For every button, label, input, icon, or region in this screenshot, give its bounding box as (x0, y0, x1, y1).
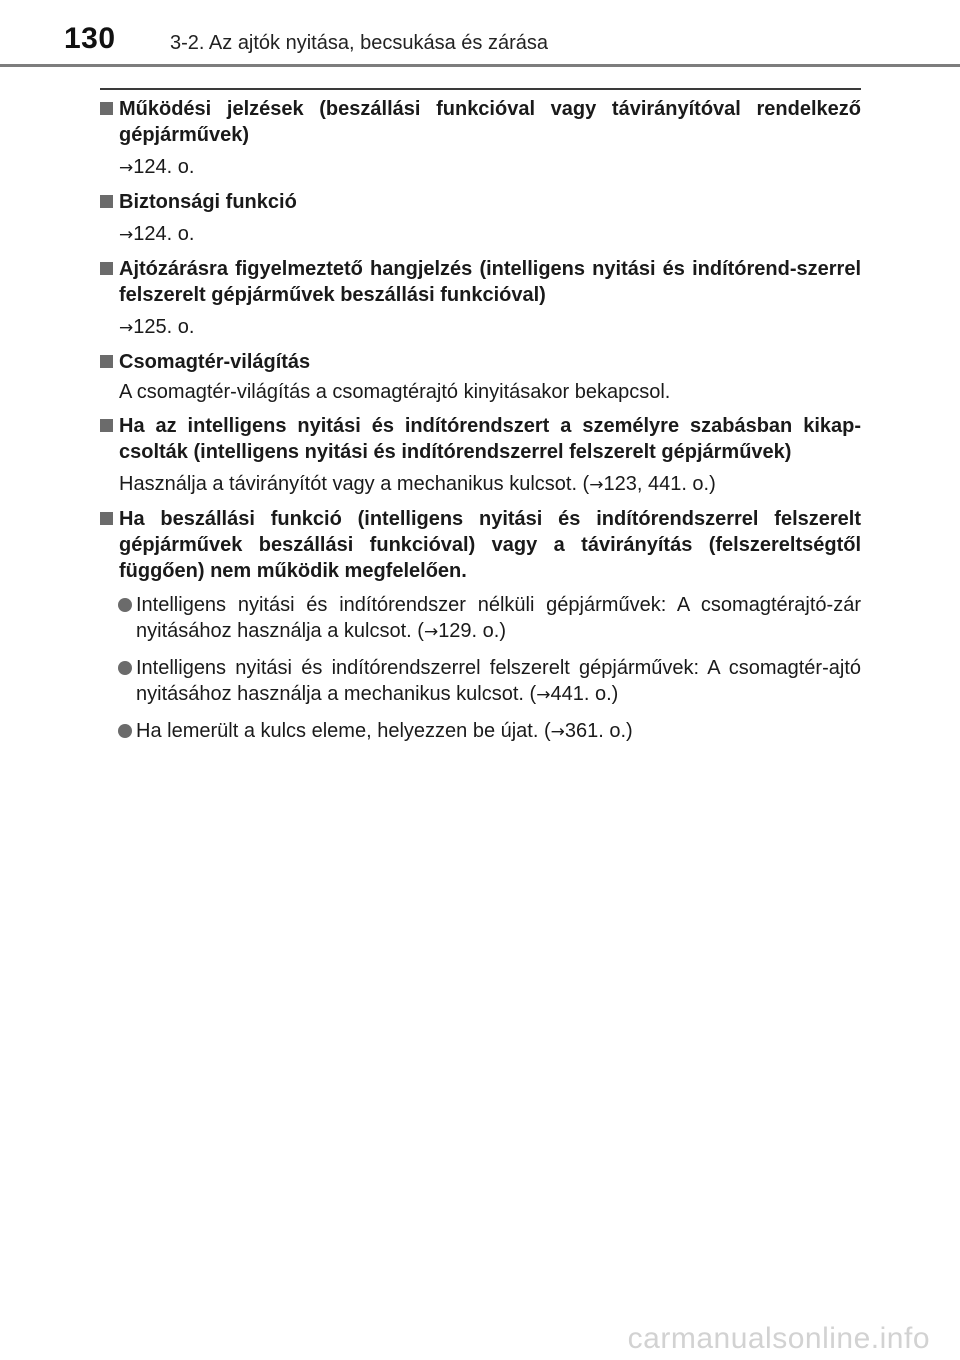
square-bullet-icon (100, 512, 113, 525)
item-heading (100, 413, 861, 465)
item-function-not-working (100, 506, 861, 745)
list-item-text: Intelligens nyitási és indítórendszer nélküli gépjárművek: A csomagtérajtó-zár nyitásához használja a kulcsot. ( (136, 594, 861, 642)
item-smart-system-disabled (100, 413, 861, 498)
page-reference: 124. o. (133, 223, 195, 245)
item-heading (100, 189, 861, 215)
page-header (0, 0, 960, 70)
page-reference: 125. o. (133, 316, 195, 338)
content (100, 96, 861, 745)
list-item-text: Ha lemerült a kulcs eleme, helyezzen be újat. ( (136, 720, 551, 742)
item-heading-text: Működési jelzések (beszállási funkcióval vagy távirányítóval rendelkező gépjárművek) (119, 98, 861, 146)
item-heading-text: Biztonsági funkció (119, 191, 297, 213)
list-item (100, 592, 861, 645)
page-number: 130 (64, 22, 116, 55)
item-operation-signals (100, 96, 861, 181)
arrow-right-icon: → (536, 685, 551, 705)
page-reference: 129. o.) (438, 620, 507, 642)
circle-bullet-icon (118, 724, 132, 738)
item-security-function (100, 189, 861, 248)
arrow-right-icon: → (119, 225, 134, 245)
square-bullet-icon (100, 195, 113, 208)
arrow-right-icon: → (119, 318, 134, 338)
arrow-right-icon: → (550, 722, 565, 742)
circle-bullet-icon (118, 598, 132, 612)
item-heading-text: Ha az intelligens nyitási és indítórendszert a személyre szabásban kikap-csolták (intelligens nyitási és indítórendszerrel felszerelt gépjárművek) (119, 415, 861, 463)
square-bullet-icon (100, 419, 113, 432)
page-reference: 361. o.) (564, 720, 633, 742)
item-heading (100, 506, 861, 584)
page-reference: 124. o. (133, 156, 195, 178)
arrow-right-icon: → (423, 622, 439, 642)
item-heading (100, 349, 861, 375)
item-heading (100, 96, 861, 148)
item-body-text: Használja a távirányítót vagy a mechanikus kulcsot. ( (119, 473, 590, 495)
item-door-lock-buzzer (100, 256, 861, 341)
header-rule (0, 64, 960, 67)
square-bullet-icon (100, 262, 113, 275)
item-heading-text: Csomagtér-világítás (119, 351, 311, 373)
list-item-text: Intelligens nyitási és indítórendszerrel felszerelt gépjárművek: A csomagtér-ajtó nyitásához használja a mechanikus kulcsot. ( (136, 657, 861, 705)
item-body (100, 471, 861, 498)
item-heading-text: Ha beszállási funkció (intelligens nyitási és indítórendszerrel felszerelt gépjárművek beszállási funkcióval) vagy a távirányítás (felszereltségtől függően) nem működik megfelelően. (119, 508, 861, 582)
item-heading (100, 256, 861, 308)
watermark: carmanualsonline.info (627, 1322, 930, 1355)
arrow-right-icon: → (119, 158, 134, 178)
list-item (100, 718, 861, 745)
item-trunk-light (100, 349, 861, 405)
item-body: A csomagtér-világítás a csomagtérajtó kinyitásakor bekapcsol. (119, 381, 671, 403)
list-item (100, 655, 861, 708)
arrow-right-icon: → (589, 475, 604, 495)
square-bullet-icon (100, 355, 113, 368)
item-heading-text: Ajtózárásra figyelmeztető hangjelzés (intelligens nyitási és indítórend-szerrel felszerelt gépjárművek beszállási funkcióval) (119, 258, 861, 306)
page-reference: 441. o.) (550, 683, 619, 705)
item-body (100, 221, 861, 248)
circle-bullet-icon (118, 661, 132, 675)
item-body (100, 314, 861, 341)
square-bullet-icon (100, 102, 113, 115)
section-title: 3-2. Az ajtók nyitása, becsukása és zárása (170, 32, 548, 54)
item-body (100, 154, 861, 181)
page-reference: 123, 441. o.) (603, 473, 716, 495)
content-top-rule (100, 88, 861, 90)
